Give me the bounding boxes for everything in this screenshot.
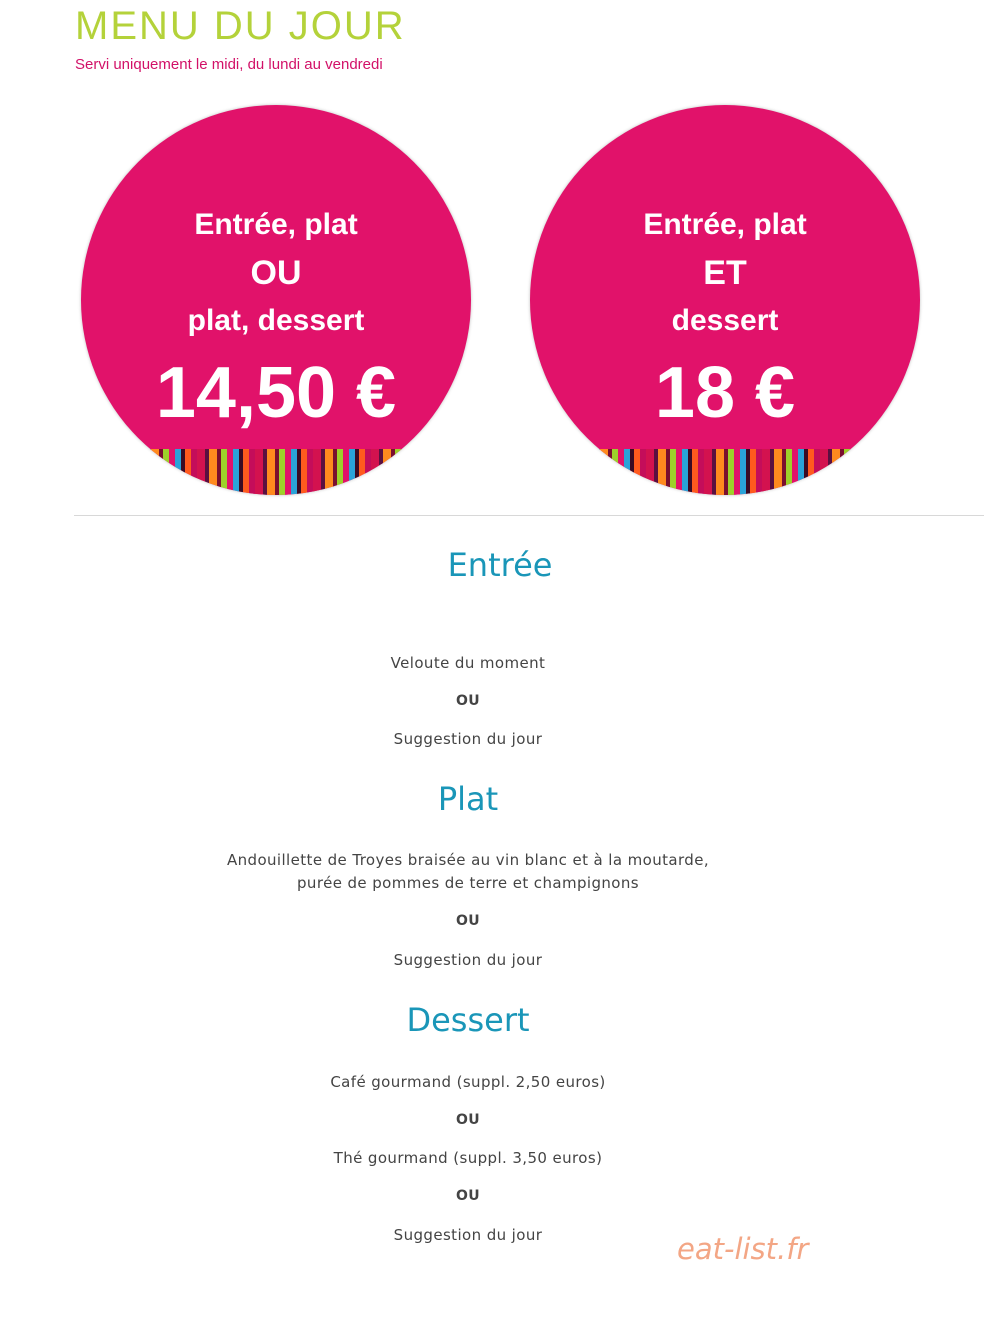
menu-item-continued: purée de pommes de terre et champignons [297,874,639,892]
menu-separator-ou: OU [455,693,481,709]
page-title: MENU DU JOUR [75,4,406,48]
menu-item: Suggestion du jour [393,951,543,969]
decorative-stripes [530,449,920,495]
divider [74,515,984,516]
menu-item: Suggestion du jour [393,1226,543,1244]
decorative-stripes [81,449,471,495]
watermark: eat-list.fr [677,1232,809,1266]
section-title-plat: Plat [437,780,499,818]
offer-line: Entrée, plat [643,208,807,241]
menu-item: Veloute du moment [390,654,546,672]
page-subtitle: Servi uniquement le midi, du lundi au vendredi [75,56,383,73]
section-title-entree: Entrée [447,546,553,584]
menu-item: Thé gourmand (suppl. 3,50 euros) [333,1149,603,1167]
menu-separator-ou: OU [455,1112,481,1128]
menu-item: Suggestion du jour [393,730,543,748]
offer-line: Entrée, plat [194,208,358,241]
offer-circle-full-menu [530,105,920,495]
offer-price: 14,50 € [155,353,397,433]
offer-connector: OU [250,254,302,292]
offer-line: plat, dessert [187,304,365,337]
menu-separator-ou: OU [455,1188,481,1204]
menu-item: Andouillette de Troyes braisée au vin blanc et à la moutarde, [226,851,710,869]
offer-connector: ET [703,254,747,292]
menu-item: Café gourmand (suppl. 2,50 euros) [330,1073,606,1091]
menu-separator-ou: OU [455,913,481,929]
offer-line: dessert [671,304,779,337]
offer-circle-starter-or-dessert [81,105,471,495]
section-title-dessert: Dessert [406,1001,530,1039]
offer-price: 18 € [654,353,796,433]
